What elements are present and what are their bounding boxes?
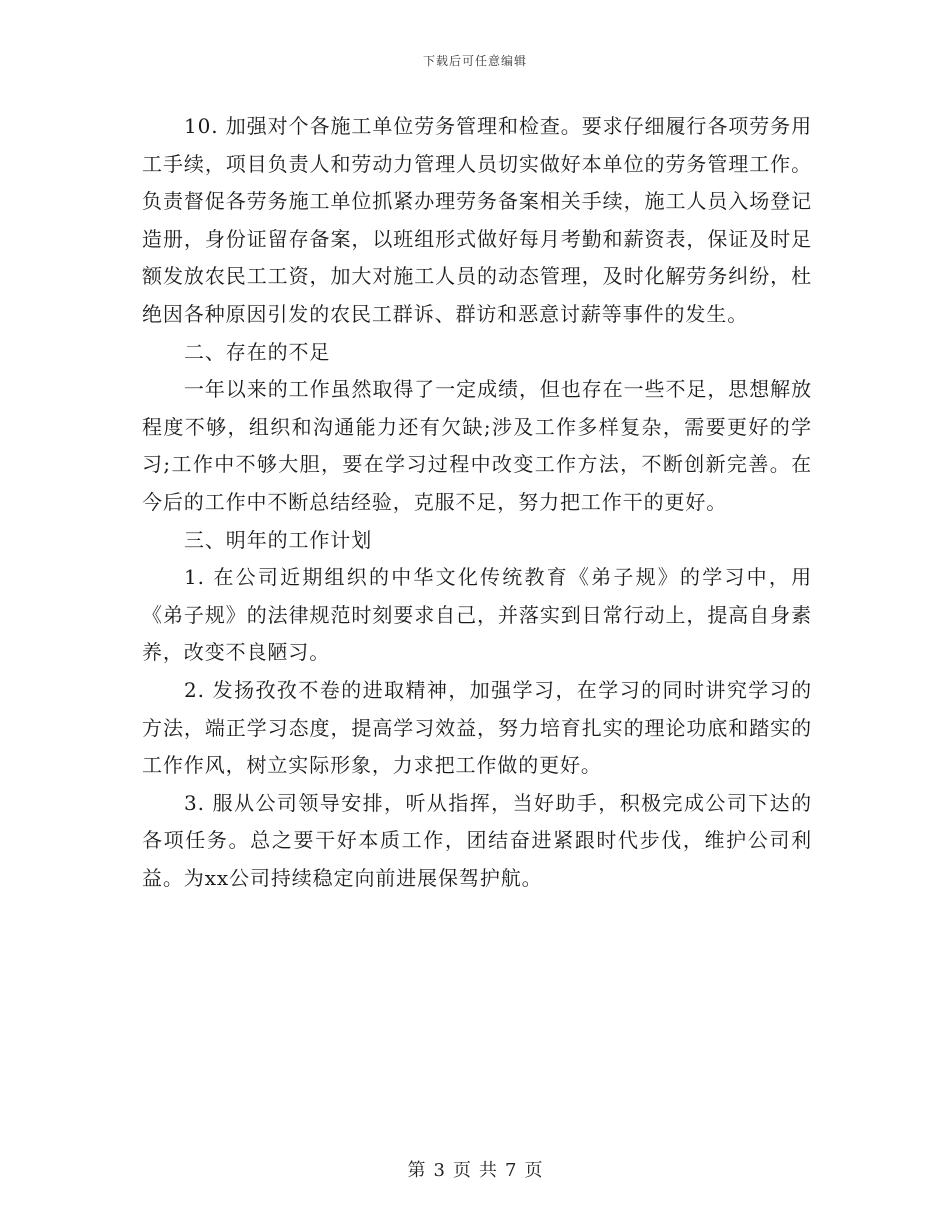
footer-total-unit: 页: [524, 1160, 543, 1181]
paragraph-plan-item-3: 3. 服从公司领导安排，听从指挥，当好助手，积极完成公司下达的各项任务。总之要干好本质工作，团结奋进紧跟时代步伐，维护公司利益。为xx公司持续稳定向前进展保驾护航。: [142, 790, 812, 890]
footer-page-label: 第: [407, 1160, 426, 1181]
footer-total-label: 共: [479, 1160, 497, 1181]
page-header: 下载后可任意编辑: [422, 54, 527, 68]
paragraph-shortcomings: 一年以来的工作虽然取得了一定成绩，但也存在一些不足，思想解放程度不够，组织和沟通能力还有欠缺;涉及工作多样复杂，需要更好的学习;工作中不够大胆，要在学习过程中改变工作方法，不断创新完善。在今后的工作中不断总结经验，克服不足，努力把工作干的更好。: [142, 377, 812, 514]
page-footer: [0, 1156, 950, 1182]
document-body: [142, 108, 812, 897]
paragraph-plan-item-2: 2. 发扬孜孜不卷的进取精神，加强学习，在学习的同时讲究学习的方法，端正学习态度，提高学习效益，努力培育扎实的理论功底和踏实的工作作风，树立实际形象，力求把工作做的更好。: [142, 677, 812, 778]
section-heading-next-year-plan: 三、明年的工作计划: [184, 527, 373, 552]
section-heading-shortcomings: 二、存在的不足: [184, 339, 331, 364]
footer-page-unit: 页: [453, 1160, 471, 1181]
paragraph-plan-item-1: 1. 在公司近期组织的中华文化传统教育《弟子规》的学习中，用《弟子规》的法律规范时刻要求自己，并落实到日常行动上，提高自身素养，改变不良陋习。: [142, 565, 812, 665]
footer-current-page: 3: [433, 1160, 445, 1181]
footer-total-pages: 7: [505, 1160, 517, 1181]
paragraph-labor-management: 10. 加强对个各施工单位劳务管理和检查。要求仔细履行各项劳务用工手续，项目负责人和劳动力管理人员切实做好本单位的劳务管理工作。负责督促各劳务施工单位抓紧办理劳务备案相关手续，施工人员入场登记造册，身份证留存备案，以班组形式做好每月考勤和薪资表，保证及时足额发放农民工工资，加大对施工人员的动态管理，及时化解劳务纠纷，杜绝因各种原因引发的农民工群诉、群访和恶意讨薪等事件的发生。: [142, 114, 812, 326]
